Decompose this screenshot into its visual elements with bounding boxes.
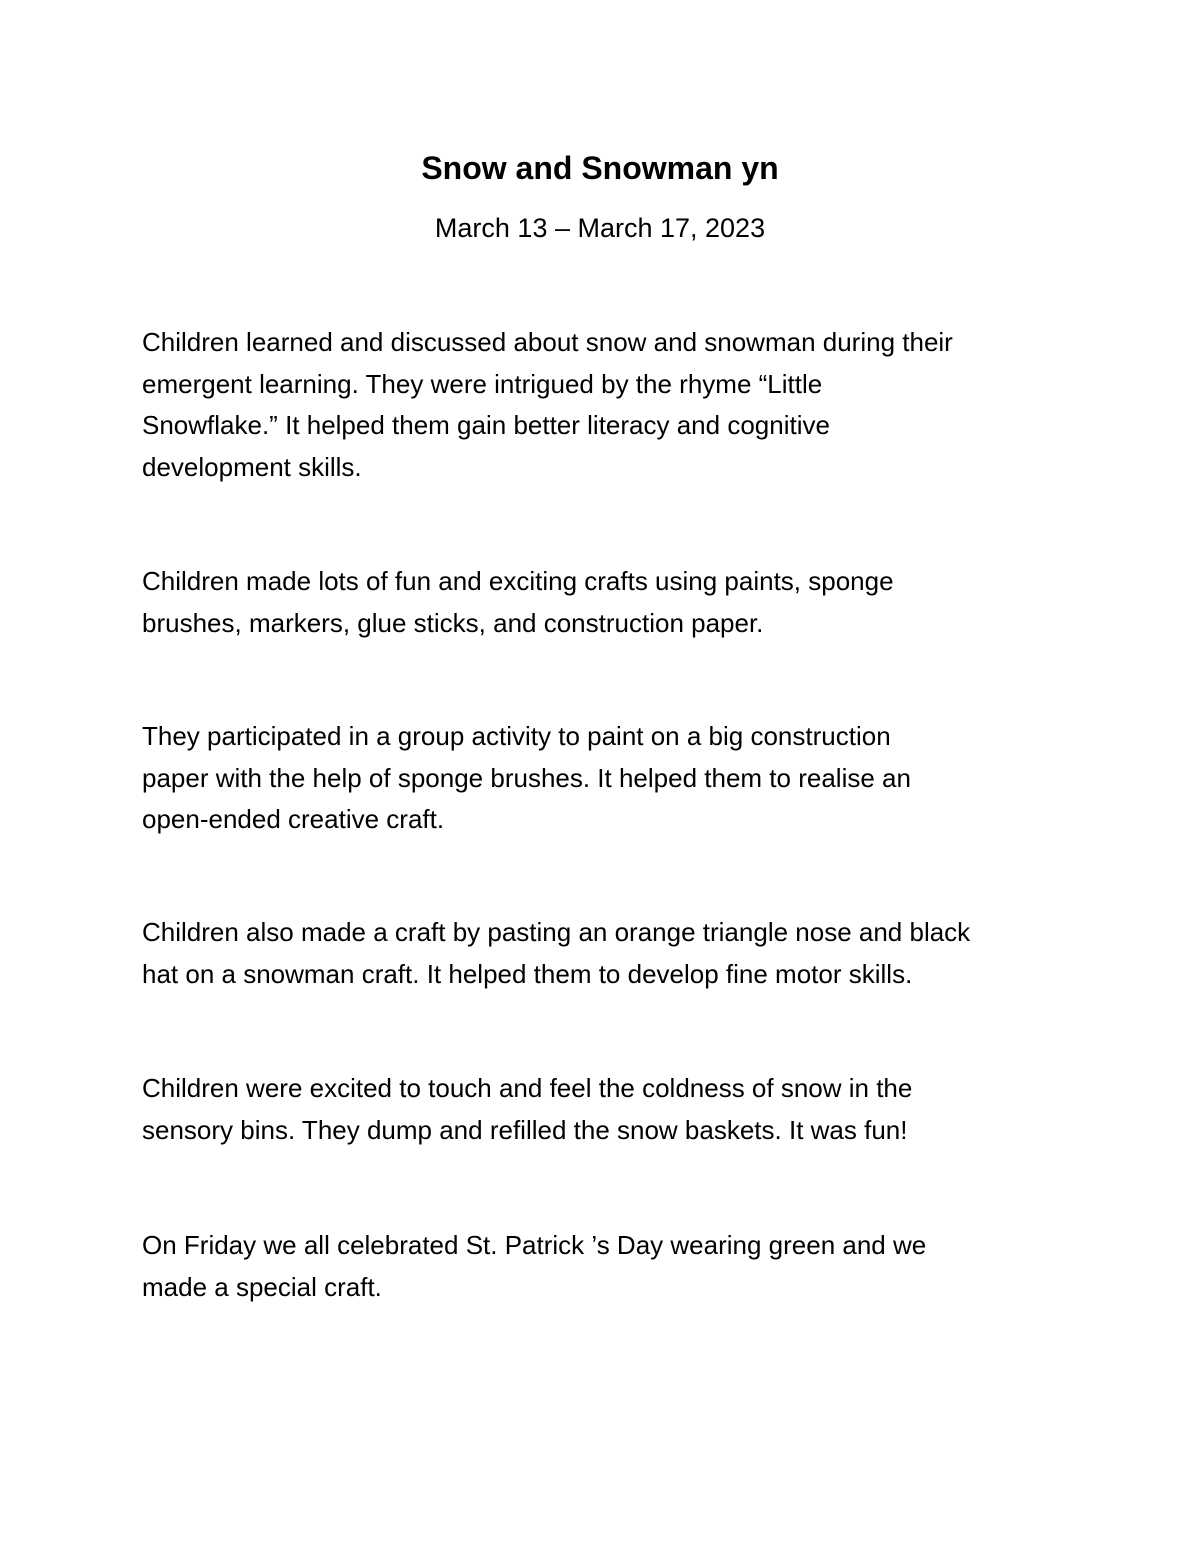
paragraph-sensory-bins xyxy=(142,1068,1077,1151)
paragraph-line: Children made lots of fun and exciting crafts using paints, sponge xyxy=(142,566,894,596)
paragraph-line: They participated in a group activity to paint on a big construction xyxy=(142,721,891,751)
paragraph-crafts xyxy=(142,561,1077,644)
paragraph-line: Children learned and discussed about snow and snowman during their xyxy=(142,327,953,357)
paragraph-line: Snowflake.” It helped them gain better literacy and cognitive xyxy=(142,410,830,441)
document-title: Snow and Snowman yn xyxy=(421,150,779,186)
paragraph-line: made a special craft. xyxy=(142,1271,382,1302)
paragraph-line: paper with the help of sponge brushes. It helped them to realise an xyxy=(142,762,911,793)
paragraph-line: Children were excited to touch and feel the coldness of snow in the xyxy=(142,1073,913,1103)
paragraph-line: brushes, markers, glue sticks, and construction paper. xyxy=(142,607,764,638)
paragraph-snowman-craft xyxy=(142,912,1077,995)
paragraph-line: Children also made a craft by pasting an orange triangle nose and black xyxy=(142,917,971,947)
paragraph-line: development skills. xyxy=(142,451,362,482)
date-range: March 13 – March 17, 2023 xyxy=(434,213,766,243)
paragraph-group-activity xyxy=(142,716,1077,841)
paragraph-line: hat on a snowman craft. It helped them to develop fine motor skills. xyxy=(142,958,913,989)
paragraph-line: emergent learning. They were intrigued by the rhyme “Little xyxy=(142,368,823,399)
paragraph-emergent-learning xyxy=(142,322,1077,488)
paragraph-line: open-ended creative craft. xyxy=(142,804,445,835)
paragraph-st-patricks-day xyxy=(142,1225,1077,1308)
paragraph-line: On Friday we all celebrated St. Patrick ’s Day wearing green and we xyxy=(142,1230,927,1260)
paragraph-line: sensory bins. They dump and refilled the snow baskets. It was fun! xyxy=(142,1114,908,1145)
